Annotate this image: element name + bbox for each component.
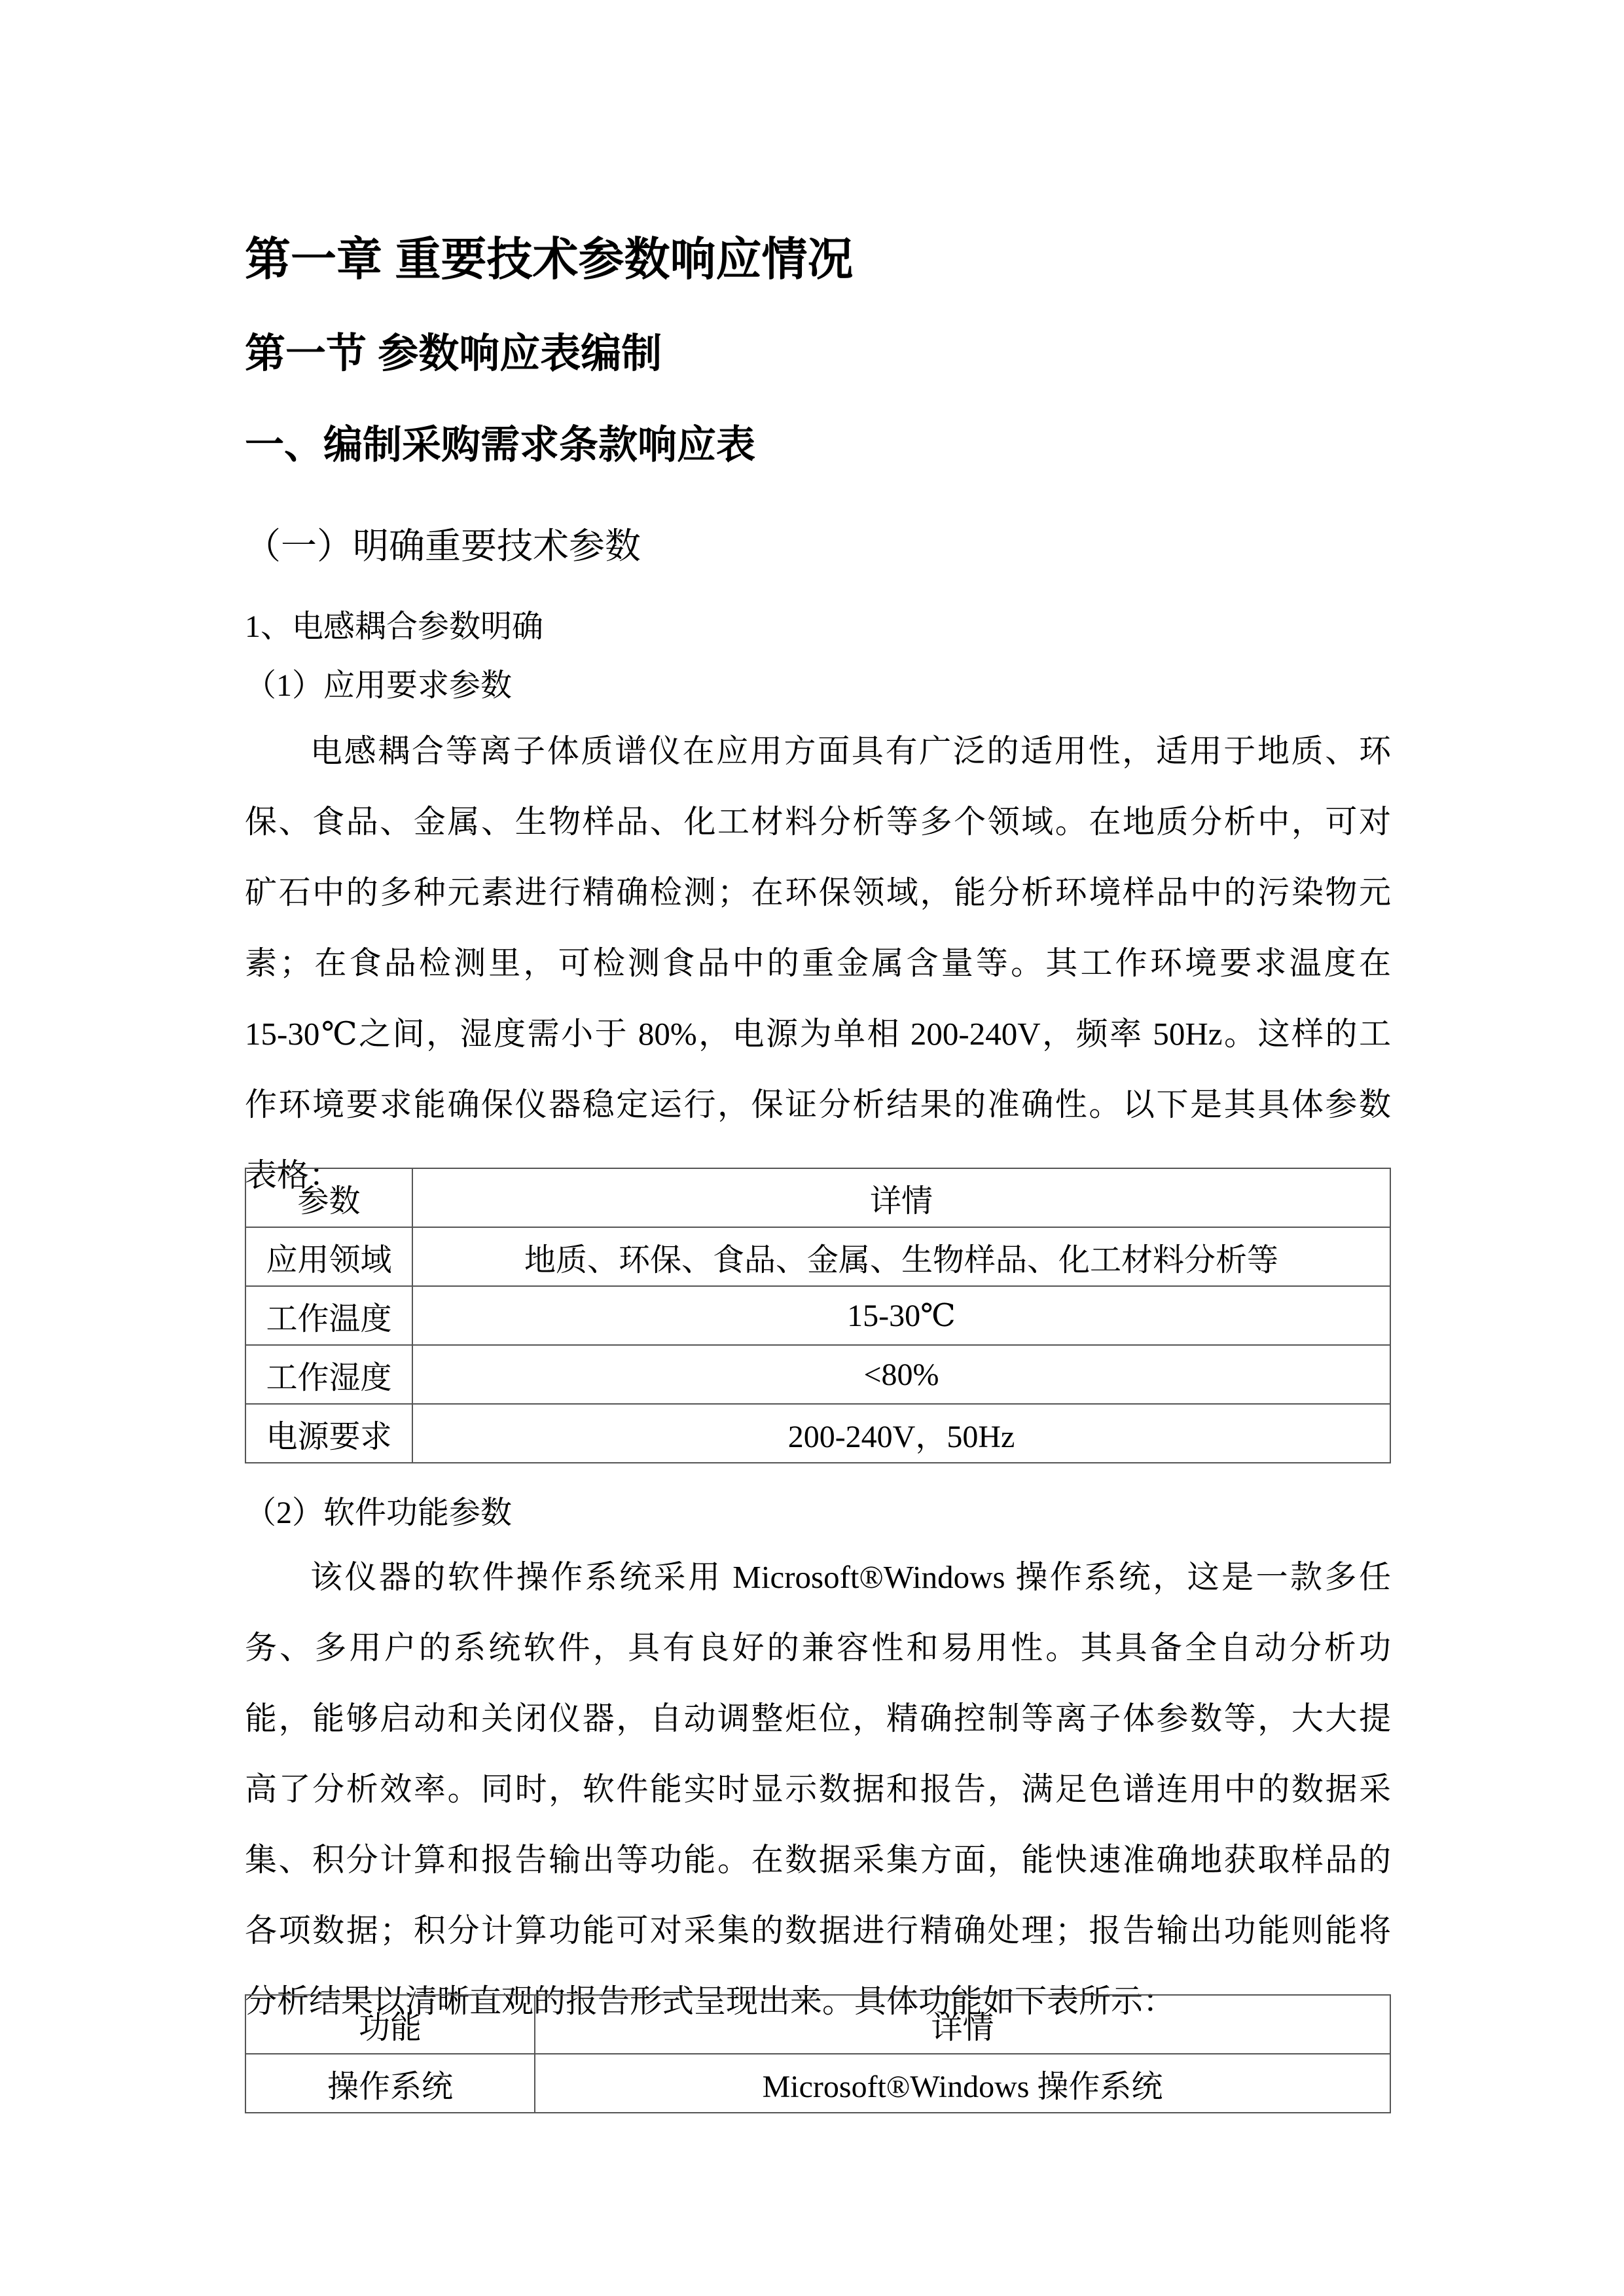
table-row (245, 2054, 1390, 2113)
paragraph-line: 分析结果以清晰直观的报告形式呈现出来。具体功能如下表所示： (245, 1983, 1176, 2019)
application-parameters-table (245, 1168, 1391, 1463)
table-header-cell: 详情 (535, 1995, 1390, 2054)
table-cell: 地质、环保、食品、金属、生物样品、化工材料分析等 (412, 1227, 1390, 1286)
part2-heading: （2）软件功能参数 (245, 1496, 513, 1530)
paragraph-line: 表格： (245, 1157, 342, 1193)
chapter-heading: 第一章 重要技术参数响应情况 (245, 234, 854, 285)
item-heading: 1、电感耦合参数明确 (245, 609, 544, 644)
paragraph-line: 作环境要求能确保仪器稳定运行，保证分析结果的准确性。以下是其具体参数 (245, 1086, 1391, 1122)
paragraph-application (245, 732, 1391, 1227)
subsection-heading: 一、编制采购需求条款响应表 (245, 423, 755, 467)
sub-subsection-heading: （一）明确重要技术参数 (245, 526, 641, 566)
table-header-row (245, 1995, 1390, 2054)
paragraph-line: 各项数据；积分计算功能可对采集的数据进行精确处理；报告输出功能则能将 (245, 1912, 1391, 1948)
table-header-cell: 功能 (245, 1995, 535, 2054)
paragraph-line: 保、食品、金属、生物样品、化工材料分析等多个领域。在地质分析中，可对 (245, 804, 1391, 840)
paragraph-software (245, 1558, 1391, 2053)
table-cell: 工作温度 (245, 1286, 412, 1345)
table-cell: 200-240V，50Hz (412, 1404, 1390, 1463)
paragraph-line: 15-30℃之间，湿度需小于 80%，电源为单相 200-240V，频率 50Hz。这样的工 (245, 1016, 1391, 1052)
software-functions-table (245, 1994, 1391, 2113)
table-header-cell: 参数 (245, 1168, 412, 1227)
table-cell: <80% (412, 1345, 1390, 1404)
table-header-cell: 详情 (412, 1168, 1390, 1227)
paragraph-line: 电感耦合等离子体质谱仪在应用方面具有广泛的适用性，适用于地质、环 (310, 733, 1391, 769)
paragraph-line: 务、多用户的系统软件，具有良好的兼容性和易用性。其具备全自动分析功 (245, 1630, 1391, 1666)
table-row (245, 1227, 1390, 1286)
table-cell: 电源要求 (245, 1404, 412, 1463)
paragraph-line: 集、积分计算和报告输出等功能。在数据采集方面，能快速准确地获取样品的 (245, 1842, 1391, 1878)
table-row (245, 1286, 1390, 1345)
paragraph-line: 素；在食品检测里，可检测食品中的重金属含量等。其工作环境要求温度在 (245, 945, 1391, 981)
table-cell: 应用领域 (245, 1227, 412, 1286)
table-row (245, 1404, 1390, 1463)
paragraph-line: 高了分析效率。同时，软件能实时显示数据和报告，满足色谱连用中的数据采 (245, 1771, 1391, 1807)
section-heading: 第一节 参数响应表编制 (245, 331, 662, 376)
table-cell: Microsoft®Windows 操作系统 (535, 2054, 1390, 2113)
table-cell: 15-30℃ (412, 1286, 1390, 1345)
table-header-row (245, 1168, 1390, 1227)
paragraph-line: 矿石中的多种元素进行精确检测；在环保领域，能分析环境样品中的污染物元 (245, 874, 1391, 910)
table-row (245, 1345, 1390, 1404)
table-cell: 操作系统 (245, 2054, 535, 2113)
paragraph-line: 该仪器的软件操作系统采用 Microsoft®Windows 操作系统，这是一款多任 (310, 1559, 1391, 1595)
part1-heading: （1）应用要求参数 (245, 668, 513, 703)
table-cell: 工作湿度 (245, 1345, 412, 1404)
paragraph-line: 能，能够启动和关闭仪器，自动调整炬位，精确控制等离子体参数等，大大提 (245, 1700, 1391, 1736)
